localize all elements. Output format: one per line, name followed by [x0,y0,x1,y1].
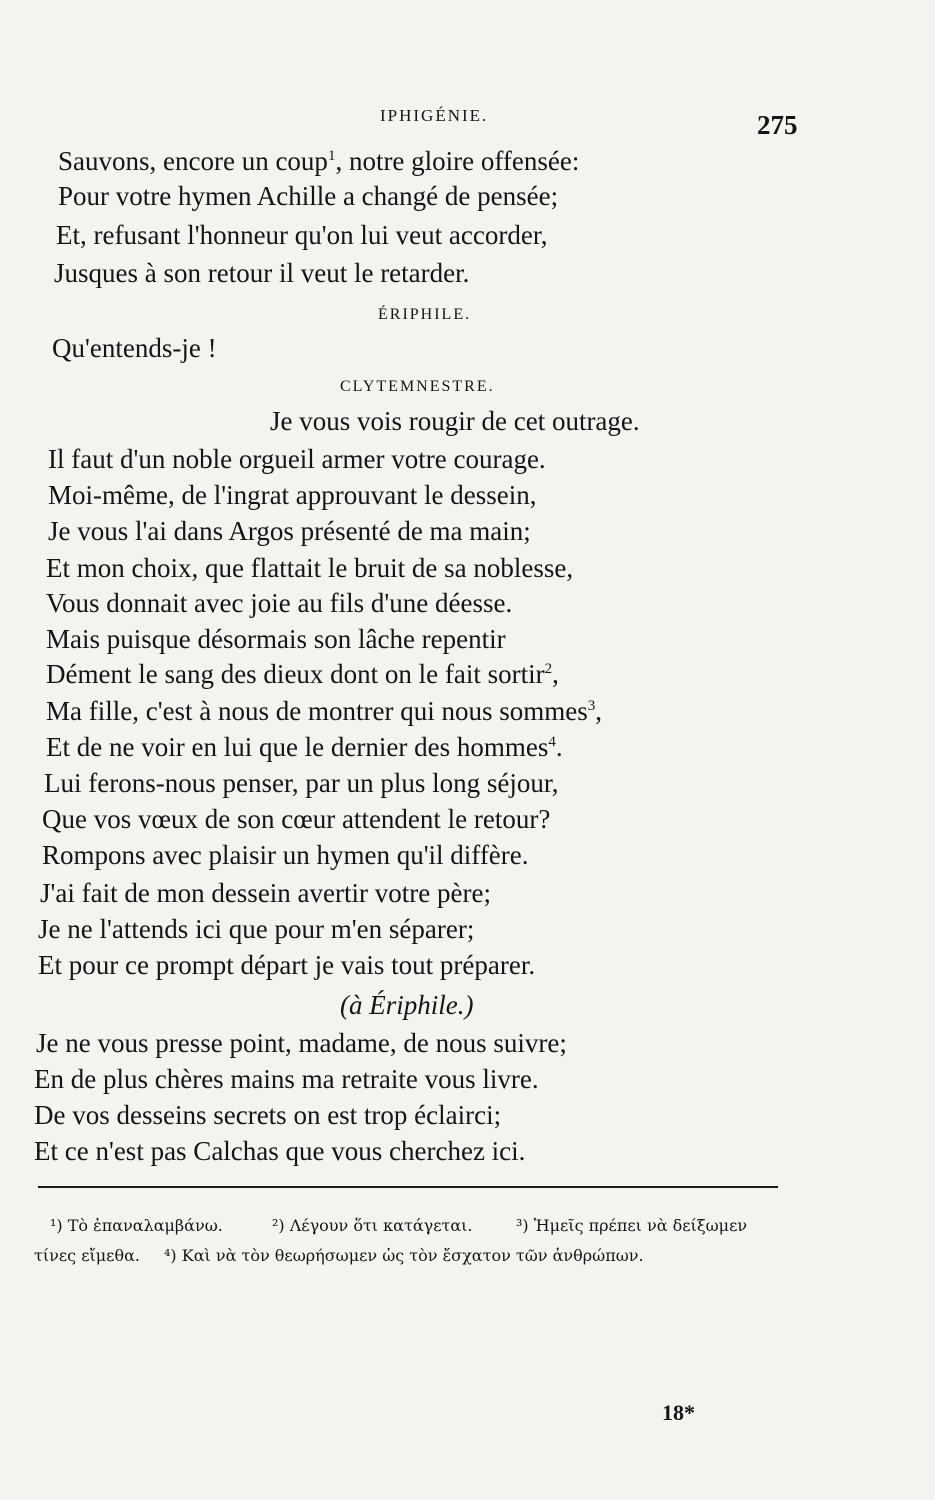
verse-line: Je ne l'attends ici que pour m'en séparer; [38,914,475,944]
verse-line: Et pour ce prompt départ je vais tout préparer. [38,950,536,980]
speaker-name: CLYTEMNESTRE. [340,378,495,395]
footnote: ³) Ἡμεῖς πρέπει νὰ δείξωμεν [516,1216,748,1235]
verse-text: , [595,696,603,726]
verse-line: Pour votre hymen Achille a changé de pensée; [58,181,559,211]
footnote-ref: 2 [544,661,553,677]
verse-line: Et mon choix, que flattait le bruit de sa noblesse, [46,553,574,583]
verse-text: , notre gloire offensée: [335,146,580,176]
verse-line: Rompons avec plaisir un hymen qu'il diffère. [42,840,529,870]
verse-line: Il faut d'un noble orgueil armer votre courage. [48,444,546,474]
verse-line: Je ne vous presse point, madame, de nous suivre; [36,1028,567,1058]
verse-text: . [555,732,563,762]
footnote: ¹) Τὸ ἐπαναλαμβάνω. [50,1216,223,1235]
verse-line: Lui ferons-nous penser, par un plus long séjour, [44,768,559,798]
footnote-rule [38,1186,778,1188]
verse-text: Dément le sang des dieux dont on le fait sortir [46,659,545,689]
speaker-name: ÉRIPHILE. [378,306,472,323]
verse-line: Et ce n'est pas Calchas que vous cherchez ici. [34,1136,526,1166]
verse-line: Et, refusant l'honneur qu'on lui veut accorder, [56,220,548,250]
verse-line: En de plus chères mains ma retraite vous livre. [34,1064,539,1094]
verse-line [46,734,563,761]
verse-line: Jusques à son retour il veut le retarder. [54,258,470,288]
verse-line [46,661,559,688]
verse-line [58,148,579,175]
verse-text: , [552,659,559,689]
footnote-ref: 3 [587,698,596,714]
verse-line: J'ai fait de mon dessein avertir votre père; [40,878,491,908]
running-title: IPHIGÉNIE. [380,106,489,125]
page-number: 275 [757,110,798,140]
footnote: ⁴) Καὶ νὰ τὸν θεωρήσωμεν ὡς τὸν ἔσχατον τῶν ἀνθρώπων. [164,1246,644,1265]
verse-line: Mais puisque désormais son lâche repentir [46,624,506,654]
stage-direction: (à Ériphile.) [340,990,474,1020]
verse-text: Ma fille, c'est à nous de montrer qui nous sommes [46,696,588,726]
verse-line: Je vous l'ai dans Argos présenté de ma main; [48,516,531,546]
verse-line: Qu'entends-je ! [52,333,217,363]
verse-text: Et de ne voir en lui que le dernier des hommes [46,732,549,762]
signature-mark: 18* [662,1400,695,1425]
footnote-ref: 4 [548,734,556,750]
verse-line [46,698,602,725]
verse-line: Que vos vœux de son cœur attendent le retour? [42,804,551,834]
footnote-ref: 1 [327,148,336,164]
footnote: ²) Λέγουν ὅτι κατάγεται. [272,1216,473,1235]
verse-text: Sauvons, encore un coup [58,146,328,176]
verse-line: Moi-même, de l'ingrat approuvant le dessein, [48,480,537,510]
verse-line: De vos desseins secrets on est trop éclairci; [34,1100,502,1130]
footnote: τίνες εἴμεθα. [34,1246,140,1265]
verse-line: Je vous vois rougir de cet outrage. [270,406,640,436]
verse-line: Vous donnait avec joie au fils d'une déesse. [46,588,513,618]
